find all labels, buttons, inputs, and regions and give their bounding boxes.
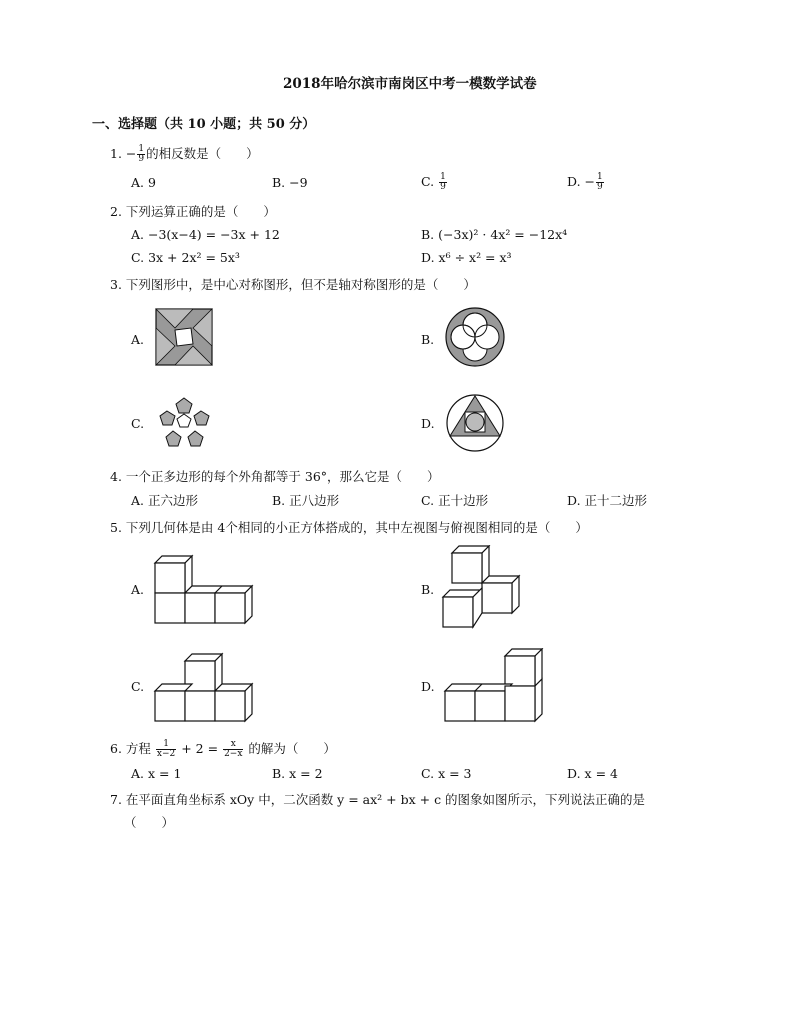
question-1-stem: [110, 145, 259, 164]
fraction: $\frac{1}{9}$: [138, 144, 145, 164]
q5-figure-b: [440, 545, 525, 629]
answer-parentheses: （ ）: [124, 815, 175, 830]
q1-option-c: C. $\frac{1}{9}$: [421, 172, 446, 192]
q2-option-d: D. x⁶ ÷ x² = x³: [421, 250, 512, 265]
q1-option-b: B. −9: [272, 175, 308, 190]
q4-option-a: A. 正六边形: [131, 493, 199, 508]
q3-figure-b: [444, 306, 506, 368]
question-2-stem: 2. 下列运算正确的是（ ）: [110, 204, 276, 219]
question-number: 1.: [110, 146, 122, 161]
q2-option-b: B. (−3x)² · 4x² = −12x⁴: [421, 227, 568, 242]
q3-label-b: B.: [421, 332, 435, 347]
q4-option-d: D. 正十二边形: [567, 493, 648, 508]
q5-label-b: B.: [421, 582, 435, 597]
q3-figure-d: [445, 393, 505, 453]
q6-option-c: C. x = 3: [421, 766, 472, 781]
q6-option-d: D. x = 4: [567, 766, 618, 781]
q3-figure-a: [155, 308, 213, 366]
fraction-2: $\frac{x}{2-x}$: [224, 739, 243, 759]
question-5-stem: 5. 下列几何体是由 4个相同的小正方体搭成的，其中左视图与俯视图相同的是（ ）: [110, 520, 588, 535]
q2-option-c: C. 3x + 2x² = 5x³: [131, 250, 240, 265]
section-heading: 一、选择题（共 10 小题；共 50 分）: [92, 117, 316, 132]
q5-label-d: D.: [421, 679, 435, 694]
q5-label-c: C.: [131, 679, 145, 694]
question-4-stem: 4. 一个正多边形的每个外角都等于 36°，那么它是（ ）: [110, 469, 440, 484]
q3-label-c: C.: [131, 416, 145, 431]
q5-label-a: A.: [131, 582, 145, 597]
stem-text: 的相反数是（ ）: [146, 146, 259, 161]
q1-option-a: A. 9: [131, 175, 156, 190]
question-7-stem: 7. 在平面直角坐标系 xOy 中，二次函数 y = ax² + bx + c 的图象如图所示，下列说法正确的是: [110, 792, 646, 807]
q1-option-d: D. − $\frac{1}{9}$: [567, 172, 603, 192]
q3-label-d: D.: [421, 416, 435, 431]
q3-label-a: A.: [131, 332, 145, 347]
negative-sign: −: [125, 146, 137, 161]
q5-figure-d: [440, 648, 548, 723]
q4-option-b: B. 正八边形: [272, 493, 340, 508]
q4-option-c: C. 正十边形: [421, 493, 489, 508]
q6-option-a: A. x = 1: [131, 766, 182, 781]
question-6-stem: 6. 方程 $\frac{1}{x-2}$ + 2 = $\frac{x}{2-x}$ 的解为（ ）: [110, 739, 336, 759]
q2-option-a: A. −3(x−4) = −3x + 12: [131, 227, 280, 242]
page-title: 2018年哈尔滨市南岗区中考一模数学试卷: [283, 76, 537, 92]
q3-figure-c: [153, 394, 215, 452]
fraction-1: $\frac{1}{x-2}$: [156, 739, 176, 759]
q6-option-b: B. x = 2: [272, 766, 323, 781]
q5-figure-a: [150, 553, 260, 625]
question-3-stem: 3. 下列图形中，是中心对称图形，但不是轴对称图形的是（ ）: [110, 277, 476, 292]
q5-figure-c: [150, 648, 258, 723]
